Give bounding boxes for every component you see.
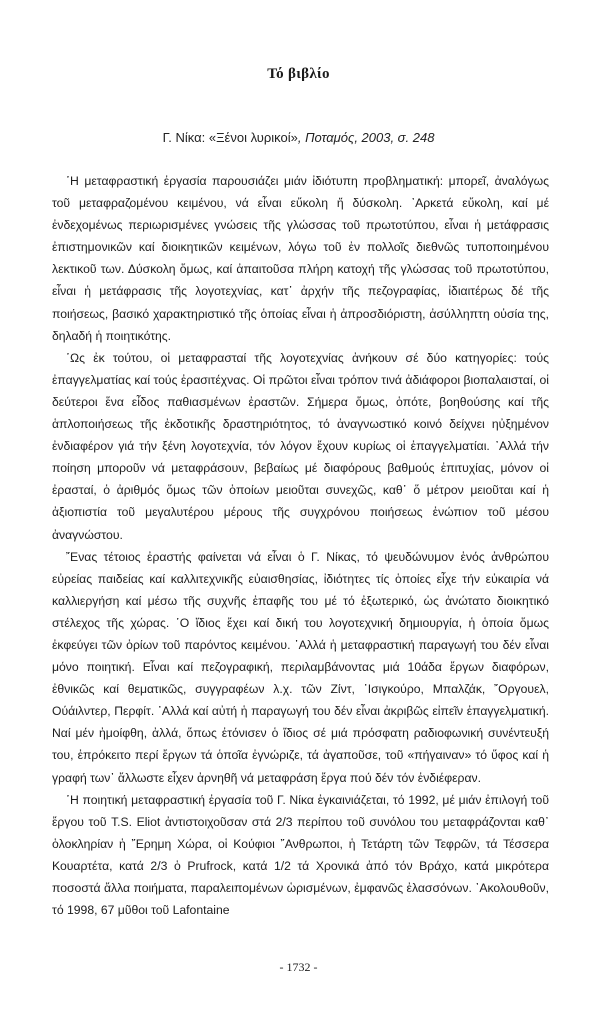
article-body: [52, 170, 549, 921]
book-citation: [0, 130, 597, 145]
citation-title: «Ξένοι λυρικοί»: [208, 130, 298, 145]
paragraph: ῎Ενας τέτοιος ἐραστής φαίνεται νά εἶναι ὁ Γ. Νίκας, τό ψευδώνυμον ἑνός ἀνθρώπου εὐρείας παιδείας καί καλλιτεχνικῆς εὐαισθησίας, ἰδιότητες τίς ὁποίες εἶχε τήν εὐκαιρία νά καλλιεργήση καί μέσω τῆς συχνῆς ἐπαφῆς του μέ τό ἐξωτερικό, ὡς ἀνώτατο διοικητικό στέλεχος τῆς χώρας. ῾Ο ἴδιος ἔχει καί δική του λογοτεχνική δημιουργία, ἡ ὁποία ὅμως ἐκφεύγει τῶν ὁρίων τοῦ παρόντος κειμένου. ᾿Αλλά ἡ μεταφραστική παραγωγή του δέν εἶναι μόνο ποιητική. Εἶναι καί πεζογραφική, περιλαμβάνοντας μιά 10άδα ἔργων διαφόρων, ἐθνικῶς καί θεματικῶς, συγγραφέων λ.χ. τῶν Ζίντ, ᾿Ισιγκούρο, Μπαλζάκ, ῎Οργουελ, Ούάιλντερ, Περφίτ. ᾿Αλλά καί αὐτή ἡ παραγωγή του δέν εἶναι ἀκριβῶς εἰπεῖν ἐπαγγελματική. Ναί μέν ἠμοίφθη, ἀλλά, ὅπως ἐτόνισεν ὁ ἴδιος σέ μιά πρόσφατη ραδιοφωνική συνέντευξή του, ἐπρόκειτο περί ἔργων τά ὁποῖα ἐγνώριζε, τά ἀγαποῦσε, τοῦ «πήγαιναν» τό ὕφος καί ἡ γραφή των᾿ ἄλλωστε εἶχεν ἀρνηθῆ νά μεταφράση ἔργα πού δέν τόν ἐνδιέφεραν.: [52, 549, 549, 785]
citation-publisher: , Ποταμός, 2003, σ. 248: [297, 130, 435, 145]
paragraph: ῾Ως ἐκ τούτου, οἱ μεταφρασταί τῆς λογοτεχνίας ἀνήκουν σέ δύο κατηγορίες: τούς ἐπαγγελματίας καί τούς ἐρασιτέχνας. Οἱ πρῶτοι εἶναι τρόπον τινά ἀδιάφοροι βιοπαλαισταί, οἱ δεύτεροι ἕνα εἶδος παθιασμένων ἐραστῶν. Σήμερα ὅμως, ὁπότε, βοηθούσης καί τῆς ἁπλοποιήσεως τῆς ἐκδοτικῆς δραστηριότητος, τό ἀναγνωστικό κοινό δείχνει ηὐξημένον ἐνδιαφέρον γιά τήν ξένη λογοτεχνία, τόν λόγον ἔχουν κυρίως οἱ ἐπαγγελματίαι. ᾿Αλλά τήν ποίηση μποροῦν νά μεταφράσουν, βεβαίως μέ διαφόρους βαθμούς ἐπιτυχίας, μόνον οἱ ἐρασταί, ὁ ἀριθμός ὅμως τῶν ὁποίων μειοῦται συνεχῶς, καθ᾿ ὅ μέτρον μειοῦται καί ἡ ἀξιοπιστία τοῦ μεγαλυτέρου μέρους τῆς συγχρόνου ποιήσεως ἐνώπιον τοῦ μέσου ἀναγνώστου.: [52, 350, 549, 542]
paragraph: ῾Η ποιητική μεταφραστική ἐργασία τοῦ Γ. Νίκα ἐγκαινιάζεται, τό 1992, μέ μιάν ἐπιλογή τοῦ ἔργου τοῦ T.S. Eliot ἀντιστοιχοῦσαν στά 2/3 περίπου τοῦ συνόλου του μεταφράζονται καθ᾿ ὁλοκληρίαν ἡ ῎Ερημη Χώρα, οἱ Κούφιοι ῎Ανθρωποι, ἡ Τετάρτη τῶν Τεφρῶν, τά Τέσσερα Κουαρτέτα, κατά 2/3 ὁ Prufrock, κατά 1/2 τά Χρονικά ἀπό τόν Βράχο, κατά μικρότερα ποσοστά ἄλλα ποιήματα, παραλειπομένων ὡρισμένων, ἐμφανῶς ἐλασσόνων. ᾿Ακολουθοῦν, τό 1998, 67 μῦθοι τοῦ Lafontaine: [52, 792, 549, 918]
paragraph: ῾Η μεταφραστική ἐργασία παρουσιάζει μιάν ἰδιότυπη προβληματική: μπορεῖ, ἀναλόγως τοῦ μεταφραζομένου κειμένου, νά εἶναι εὔκολη ἤ δύσκολη. ᾿Αρκετά εὔκολη, καί μέ ἐνδεχομένως περιωρισμένες γνώσεις τῆς γλώσσας τοῦ πρωτοτύπου, εἶναι ἡ μετάφρασις ἐπιστημονικῶν καί διοικητικῶν κειμένων, λόγω τοῦ ἐν πολλοῖς διεθνῶς τυποποιημένου λεκτικοῦ των. Δύσκολη ὅμως, καί ἀπαιτοῦσα πλήρη κατοχή τῆς γλώσσας τοῦ πρωτοτύπου, εἶναι ἡ μετάφρασις τῆς λογοτεχνίας, κατ᾿ ἀρχήν τῆς πεζογραφίας, ἰδιαιτέρως δέ τῆς ποιήσεως, βασικό χαρακτηριστικό τῆς ὁποίας εἶναι ἡ ἀπροσδιόριστη, ἀσύλληπτη οὐσία της, δηλαδή ἡ ποιητικότης.: [52, 174, 549, 343]
citation-author: Γ. Νίκα:: [162, 130, 209, 145]
page-title: Τό βιβλίο: [267, 66, 330, 82]
page-number: - 1732 -: [279, 960, 318, 974]
